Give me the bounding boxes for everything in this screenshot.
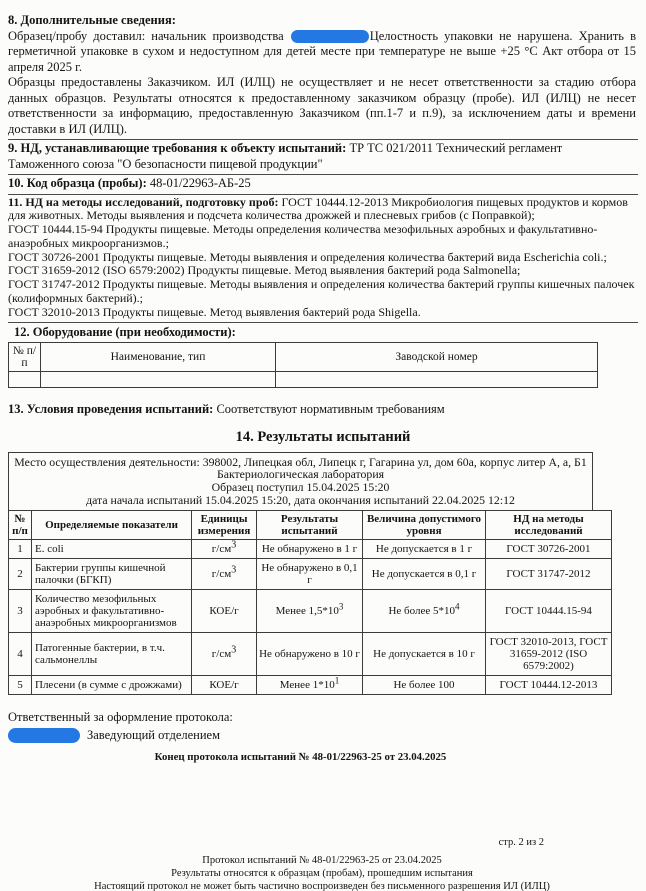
section9-text: ТР ТС 021/2011 Технический регламент Таможенного союза "О безопасности пищевой продукции": [8, 141, 563, 171]
methods-text: ГОСТ 10444.12-2013 Микробиология пищевых продуктов и кормов для животных. Методы выявления и подсчета количества дрожжей и плесневых грибов (с Поправкой); ГОСТ 10444.15-94 Продукты пищевые. Методы определения количества мезофильных аэробных и факультативно-анаэробных микроорганизмов.; ГОСТ 30726-2001 Продукты пищевые. Методы выявления и определения количества бактерий вида Escherichia coli.; ГОСТ 31659-2012 (ISO 6579:2002) Продукты пищевые. Метод выявления бактерий рода Salmonella; ГОСТ 31747-2012 Продукты пищевые. Методы выявления и определения количества бактерий группы кишечных палочек (колиформных бактерий).; ГОСТ 32010-2013 Продукты пищевые. Метод выявления бактерий рода Shigella.: [8, 194, 635, 319]
section-nd-requirements: [8, 140, 638, 175]
footer-line: Результаты относятся к образцам (пробам), прошедшим испытания: [171, 868, 473, 879]
info-line: Место осуществления деятельности: 398002, Липецкая обл, Липецк г, Гагарина ул, дом 60а, корпус литер А, а, Б1: [14, 454, 587, 469]
results-col-result: Результаты испытаний: [257, 510, 363, 539]
section-conditions: [8, 402, 638, 417]
equipment-empty-row: [9, 371, 598, 387]
results-header-row: [9, 510, 612, 539]
table-row: 4 Патогенные бактерии, в т.ч. сальмонеллы $г/см^3$ Не обнаружено в 10 г Не допускается в 10 г ГОСТ 32010-2013, ГОСТ 31659-2012 (ISO 6579:2002): [9, 632, 612, 675]
results-table: [8, 510, 612, 695]
results-title: 14. Результаты испытаний: [235, 428, 411, 445]
results-col-unit: Единицы измерения: [192, 510, 257, 539]
section8-text-before-redaction: Образец/пробу доставил: начальник производства: [8, 28, 290, 43]
results-info-box: [8, 452, 593, 511]
section-additional-info: [8, 12, 638, 140]
redaction-pill: [291, 30, 369, 43]
section12-heading: 12. Оборудование (при необходимости):: [14, 324, 236, 339]
section8-heading: 8. Дополнительные сведения:: [8, 13, 176, 27]
section13-text: Соответствуют нормативным требованиям: [216, 401, 445, 416]
section13-label: 13. Условия проведения испытаний:: [8, 401, 214, 416]
table-row: 5 Плесени (в сумме с дрожжами) КОЕ/г Менее $1*10^1$ Не более 100 ГОСТ 10444.12-2013: [9, 675, 612, 694]
footer-line: Протокол испытаний № 48-01/22963-25 от 23.04.2025: [202, 855, 442, 866]
sample-code-value: 48-01/22963-АБ-25: [149, 176, 251, 190]
section-methods: [8, 195, 638, 323]
equipment-col-name: Наименование, тип: [41, 342, 276, 371]
info-line: Образец поступил 15.04.2025 15:20: [211, 480, 390, 495]
section-sample-code: [8, 175, 638, 195]
section8-text-after-redaction: Целостность упаковки не нарушена. Хранить в герметичной упаковке в сухом и недоступном для детей месте при температуре не выше +25 °C Акт отбора от 15 апреля 2025 г.: [8, 28, 636, 74]
section8-paragraph-disclaimer: Образцы предоставлены Заказчиком. ИЛ (ИЛЦ) не осуществляет и не несет ответственности за стадию отбора данных образцов. Результаты относятся к предоставленному заказчиком образцу (пробе). ИЛ (ИЛЦ) не несет ответственности за информацию, предоставленную Заказчиком (пп.1-7 и п.9), за исключением даты и времени доставки в ИЛ (ИЛЦ).: [8, 75, 636, 136]
results-col-indicator: Определяемые показатели: [32, 510, 192, 539]
results-col-allowed: Величина допустимого уровня: [363, 510, 486, 539]
equipment-col-num: № п/п: [9, 342, 41, 371]
footer-lines: [8, 854, 636, 891]
page-number: стр. 2 из 2: [498, 837, 544, 848]
redaction-pill: [8, 728, 80, 743]
results-col-num: № п/п: [9, 510, 32, 539]
footer-line: Настоящий протокол не может быть частично воспроизведен без письменного разрешения ИЛ (ИЛЦ): [94, 881, 550, 891]
results-col-method: НД на методы исследований: [486, 510, 612, 539]
section-equipment: [8, 325, 638, 388]
equipment-header-row: [9, 342, 598, 371]
equipment-col-serial: Заводской номер: [276, 342, 598, 371]
section9-label: 9. НД, устанавливающие требования к объекту испытаний:: [8, 141, 347, 155]
protocol-end-line: Конец протокола испытаний № 48-01/22963-25 от 23.04.2025: [154, 751, 447, 764]
table-row: 3 Количество мезофильных аэробных и факультативно-анаэробных микроорганизмов КОЕ/г Менее $1,5*10^3$ Не более $5*10^4$ ГОСТ 10444.15-94: [9, 589, 612, 632]
signature-label: Ответственный за оформление протокола:: [8, 709, 233, 724]
section10-label: 10. Код образца (пробы):: [8, 176, 147, 190]
table-row: 2 Бактерии группы кишечной палочки (БГКП) $г/см^3$ Не обнаружено в 0,1 г Не допускается в 0,1 г ГОСТ 31747-2012: [9, 558, 612, 589]
section8-paragraph-delivery: [8, 29, 636, 76]
info-line: Бактериологическая лаборатория: [216, 467, 385, 482]
page-footer: [8, 836, 636, 891]
info-line: дата начала испытаний 15.04.2025 15:20, дата окончания испытаний 22.04.2025 12:12: [86, 493, 515, 508]
signature-block: [8, 709, 638, 744]
section11-label: 11. НД на методы исследований, подготовку проб:: [8, 194, 279, 209]
signature-role-line: [8, 727, 638, 744]
results-table-body: [9, 539, 612, 694]
signature-role: Заведующий отделением: [87, 727, 221, 742]
equipment-table: [8, 342, 598, 388]
table-row: 1 E. coli $г/см^3$ Не обнаружено в 1 г Не допускается в 1 г ГОСТ 30726-2001: [9, 539, 612, 558]
